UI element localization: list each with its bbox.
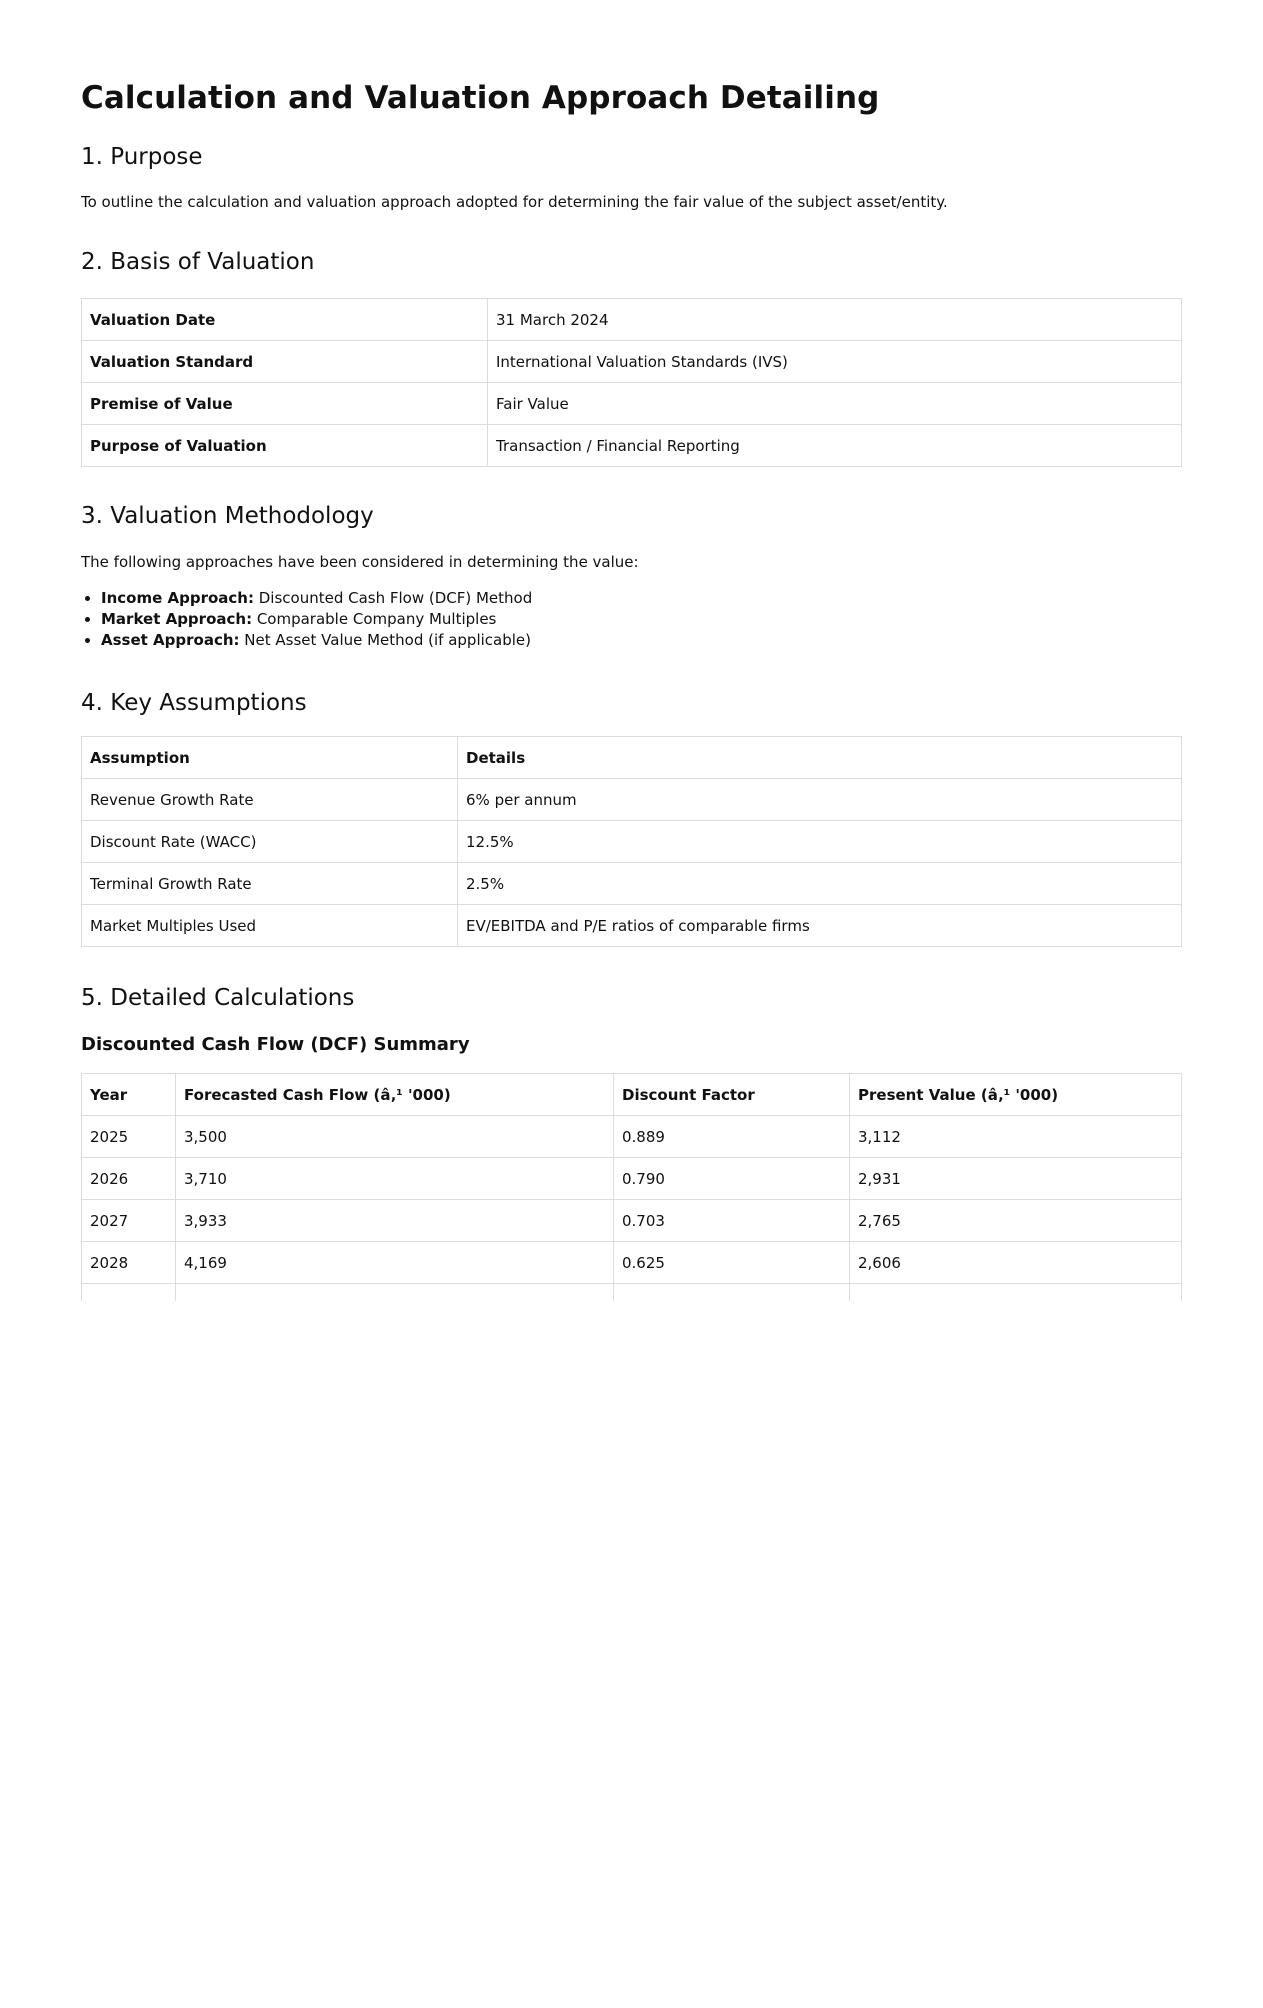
table-cell: 2,931 bbox=[850, 1158, 1182, 1200]
table-row bbox=[82, 383, 1182, 425]
table-cell: EV/EBITDA and P/E ratios of comparable firms bbox=[458, 905, 1182, 947]
table-row bbox=[82, 341, 1182, 383]
assumptions-table bbox=[81, 736, 1182, 947]
table-row bbox=[82, 1242, 1182, 1284]
section-heading-assumptions: 4. Key Assumptions bbox=[81, 690, 307, 716]
page-title: Calculation and Valuation Approach Detailing bbox=[81, 80, 880, 116]
dcf-subheading: Discounted Cash Flow (DCF) Summary bbox=[81, 1034, 470, 1055]
section-heading-methodology: 3. Valuation Methodology bbox=[81, 503, 374, 529]
basis-label: Purpose of Valuation bbox=[82, 425, 488, 467]
table-cell: 0.703 bbox=[614, 1200, 850, 1242]
table-cell: 4,169 bbox=[176, 1242, 614, 1284]
table-row bbox=[82, 299, 1182, 341]
table-cell: 3,112 bbox=[850, 1116, 1182, 1158]
approach-text: Net Asset Value Method (if applicable) bbox=[239, 631, 531, 649]
table-cell: 3,933 bbox=[176, 1200, 614, 1242]
purpose-text: To outline the calculation and valuation approach adopted for determining the fair value of the subject asset/entity. bbox=[81, 193, 948, 211]
table-row bbox=[82, 863, 1182, 905]
basis-label: Premise of Value bbox=[82, 383, 488, 425]
basis-value: Transaction / Financial Reporting bbox=[488, 425, 1182, 467]
section-heading-basis: 2. Basis of Valuation bbox=[81, 249, 315, 275]
table-row bbox=[82, 1158, 1182, 1200]
list-item bbox=[101, 630, 532, 651]
table-row bbox=[82, 1284, 1182, 1302]
table-row bbox=[82, 821, 1182, 863]
table-cell: 0.889 bbox=[614, 1116, 850, 1158]
table-cell: 2027 bbox=[82, 1200, 176, 1242]
table-cell: 2025 bbox=[82, 1116, 176, 1158]
table-cell: Terminal Growth Rate bbox=[82, 863, 458, 905]
approach-text: Discounted Cash Flow (DCF) Method bbox=[253, 589, 533, 607]
table-cell: 2.5% bbox=[458, 863, 1182, 905]
dcf-table bbox=[81, 1073, 1182, 1301]
approach-list bbox=[81, 588, 532, 651]
table-cell: 0.790 bbox=[614, 1158, 850, 1200]
table-cell: 2,606 bbox=[850, 1242, 1182, 1284]
table-cell: Revenue Growth Rate bbox=[82, 779, 458, 821]
approach-label: Market Approach: bbox=[101, 610, 253, 628]
table-row bbox=[82, 425, 1182, 467]
section-heading-calculations: 5. Detailed Calculations bbox=[81, 985, 355, 1011]
basis-value: International Valuation Standards (IVS) bbox=[488, 341, 1182, 383]
methodology-intro: The following approaches have been considered in determining the value: bbox=[81, 553, 639, 571]
table-cell: 2026 bbox=[82, 1158, 176, 1200]
column-header: Assumption bbox=[82, 737, 458, 779]
table-row bbox=[82, 905, 1182, 947]
table-cell: 3,500 bbox=[176, 1116, 614, 1158]
basis-value: Fair Value bbox=[488, 383, 1182, 425]
table-cell bbox=[82, 1284, 176, 1302]
table-cell: 3,710 bbox=[176, 1158, 614, 1200]
column-header: Forecasted Cash Flow (â‚¹ '000) bbox=[176, 1074, 614, 1116]
approach-label: Income Approach: bbox=[101, 589, 254, 607]
table-cell: 2,765 bbox=[850, 1200, 1182, 1242]
table-cell: 2028 bbox=[82, 1242, 176, 1284]
approach-label: Asset Approach: bbox=[101, 631, 240, 649]
column-header: Details bbox=[458, 737, 1182, 779]
table-header-row bbox=[82, 737, 1182, 779]
column-header: Year bbox=[82, 1074, 176, 1116]
table-row bbox=[82, 1200, 1182, 1242]
table-row bbox=[82, 1116, 1182, 1158]
table-cell: Discount Rate (WACC) bbox=[82, 821, 458, 863]
basis-label: Valuation Standard bbox=[82, 341, 488, 383]
table-cell bbox=[850, 1284, 1182, 1302]
approach-text: Comparable Company Multiples bbox=[252, 610, 497, 628]
basis-table bbox=[81, 298, 1182, 467]
section-heading-purpose: 1. Purpose bbox=[81, 144, 203, 170]
table-cell: 6% per annum bbox=[458, 779, 1182, 821]
basis-value: 31 March 2024 bbox=[488, 299, 1182, 341]
column-header: Discount Factor bbox=[614, 1074, 850, 1116]
table-cell bbox=[176, 1284, 614, 1302]
list-item bbox=[101, 588, 532, 609]
table-cell: 0.625 bbox=[614, 1242, 850, 1284]
list-item bbox=[101, 609, 532, 630]
table-cell bbox=[614, 1284, 850, 1302]
dcf-table-viewport bbox=[81, 1073, 1182, 1301]
table-cell: 12.5% bbox=[458, 821, 1182, 863]
table-header-row bbox=[82, 1074, 1182, 1116]
table-cell: Market Multiples Used bbox=[82, 905, 458, 947]
column-header: Present Value (â‚¹ '000) bbox=[850, 1074, 1182, 1116]
basis-label: Valuation Date bbox=[82, 299, 488, 341]
table-row bbox=[82, 779, 1182, 821]
